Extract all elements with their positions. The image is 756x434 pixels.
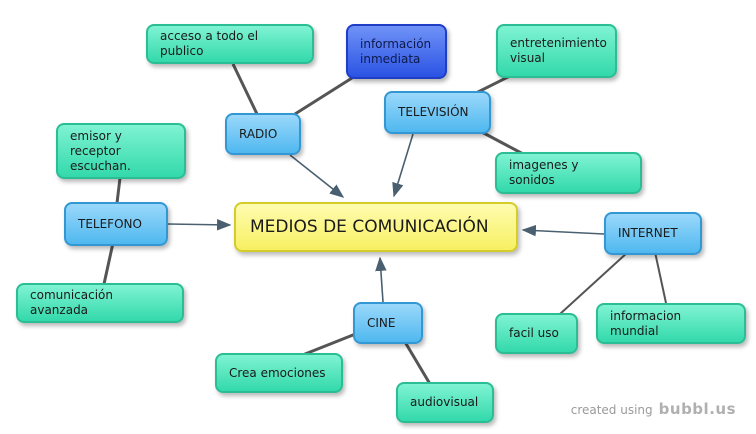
node-acceso[interactable]: acceso a todo el publico xyxy=(146,24,314,64)
node-comunicacion-avanzada[interactable]: comunicación avanzada xyxy=(16,283,184,323)
node-emisor[interactable]: emisor y receptor escuchan. xyxy=(56,123,186,179)
node-entretenimiento[interactable]: entretenimiento visual xyxy=(496,24,617,78)
watermark-prefix: created using xyxy=(570,403,653,417)
link-telefono-comunicacion xyxy=(104,243,113,284)
arrow-television-center xyxy=(394,134,413,196)
link-emisor-telefono xyxy=(117,178,120,203)
node-informacion-mundial[interactable]: informacion mundial xyxy=(596,303,746,344)
link-internet-mundial xyxy=(655,252,666,303)
node-cine[interactable]: CINE xyxy=(353,302,423,344)
bubbl-logo: bubbl.us xyxy=(658,400,736,418)
node-informacion-inmediata[interactable]: información inmediata xyxy=(346,24,447,79)
node-radio[interactable]: RADIO xyxy=(225,113,301,155)
node-crea-emociones[interactable]: Crea emociones xyxy=(215,353,343,393)
node-imagenes[interactable]: imagenes y sonidos xyxy=(495,152,642,194)
bubbl-watermark xyxy=(571,400,736,418)
center-node-medios[interactable]: MEDIOS DE COMUNICACIÓN xyxy=(234,202,518,252)
node-telefono[interactable]: TELEFONO xyxy=(64,202,168,246)
node-television[interactable]: TELEVISIÓN xyxy=(384,91,491,134)
arrow-radio-center xyxy=(290,155,343,197)
link-cine-audiovisual xyxy=(405,342,430,384)
node-internet[interactable]: INTERNET xyxy=(604,212,702,255)
arrow-telefono-center xyxy=(168,224,230,225)
arrow-internet-center xyxy=(523,230,604,234)
link-acceso-radio xyxy=(233,64,257,114)
link-informacion-radio xyxy=(295,78,352,114)
node-audiovisual[interactable]: audiovisual xyxy=(396,382,494,423)
arrow-cine-center xyxy=(380,258,383,302)
node-facil-uso[interactable]: facil uso xyxy=(495,313,578,354)
